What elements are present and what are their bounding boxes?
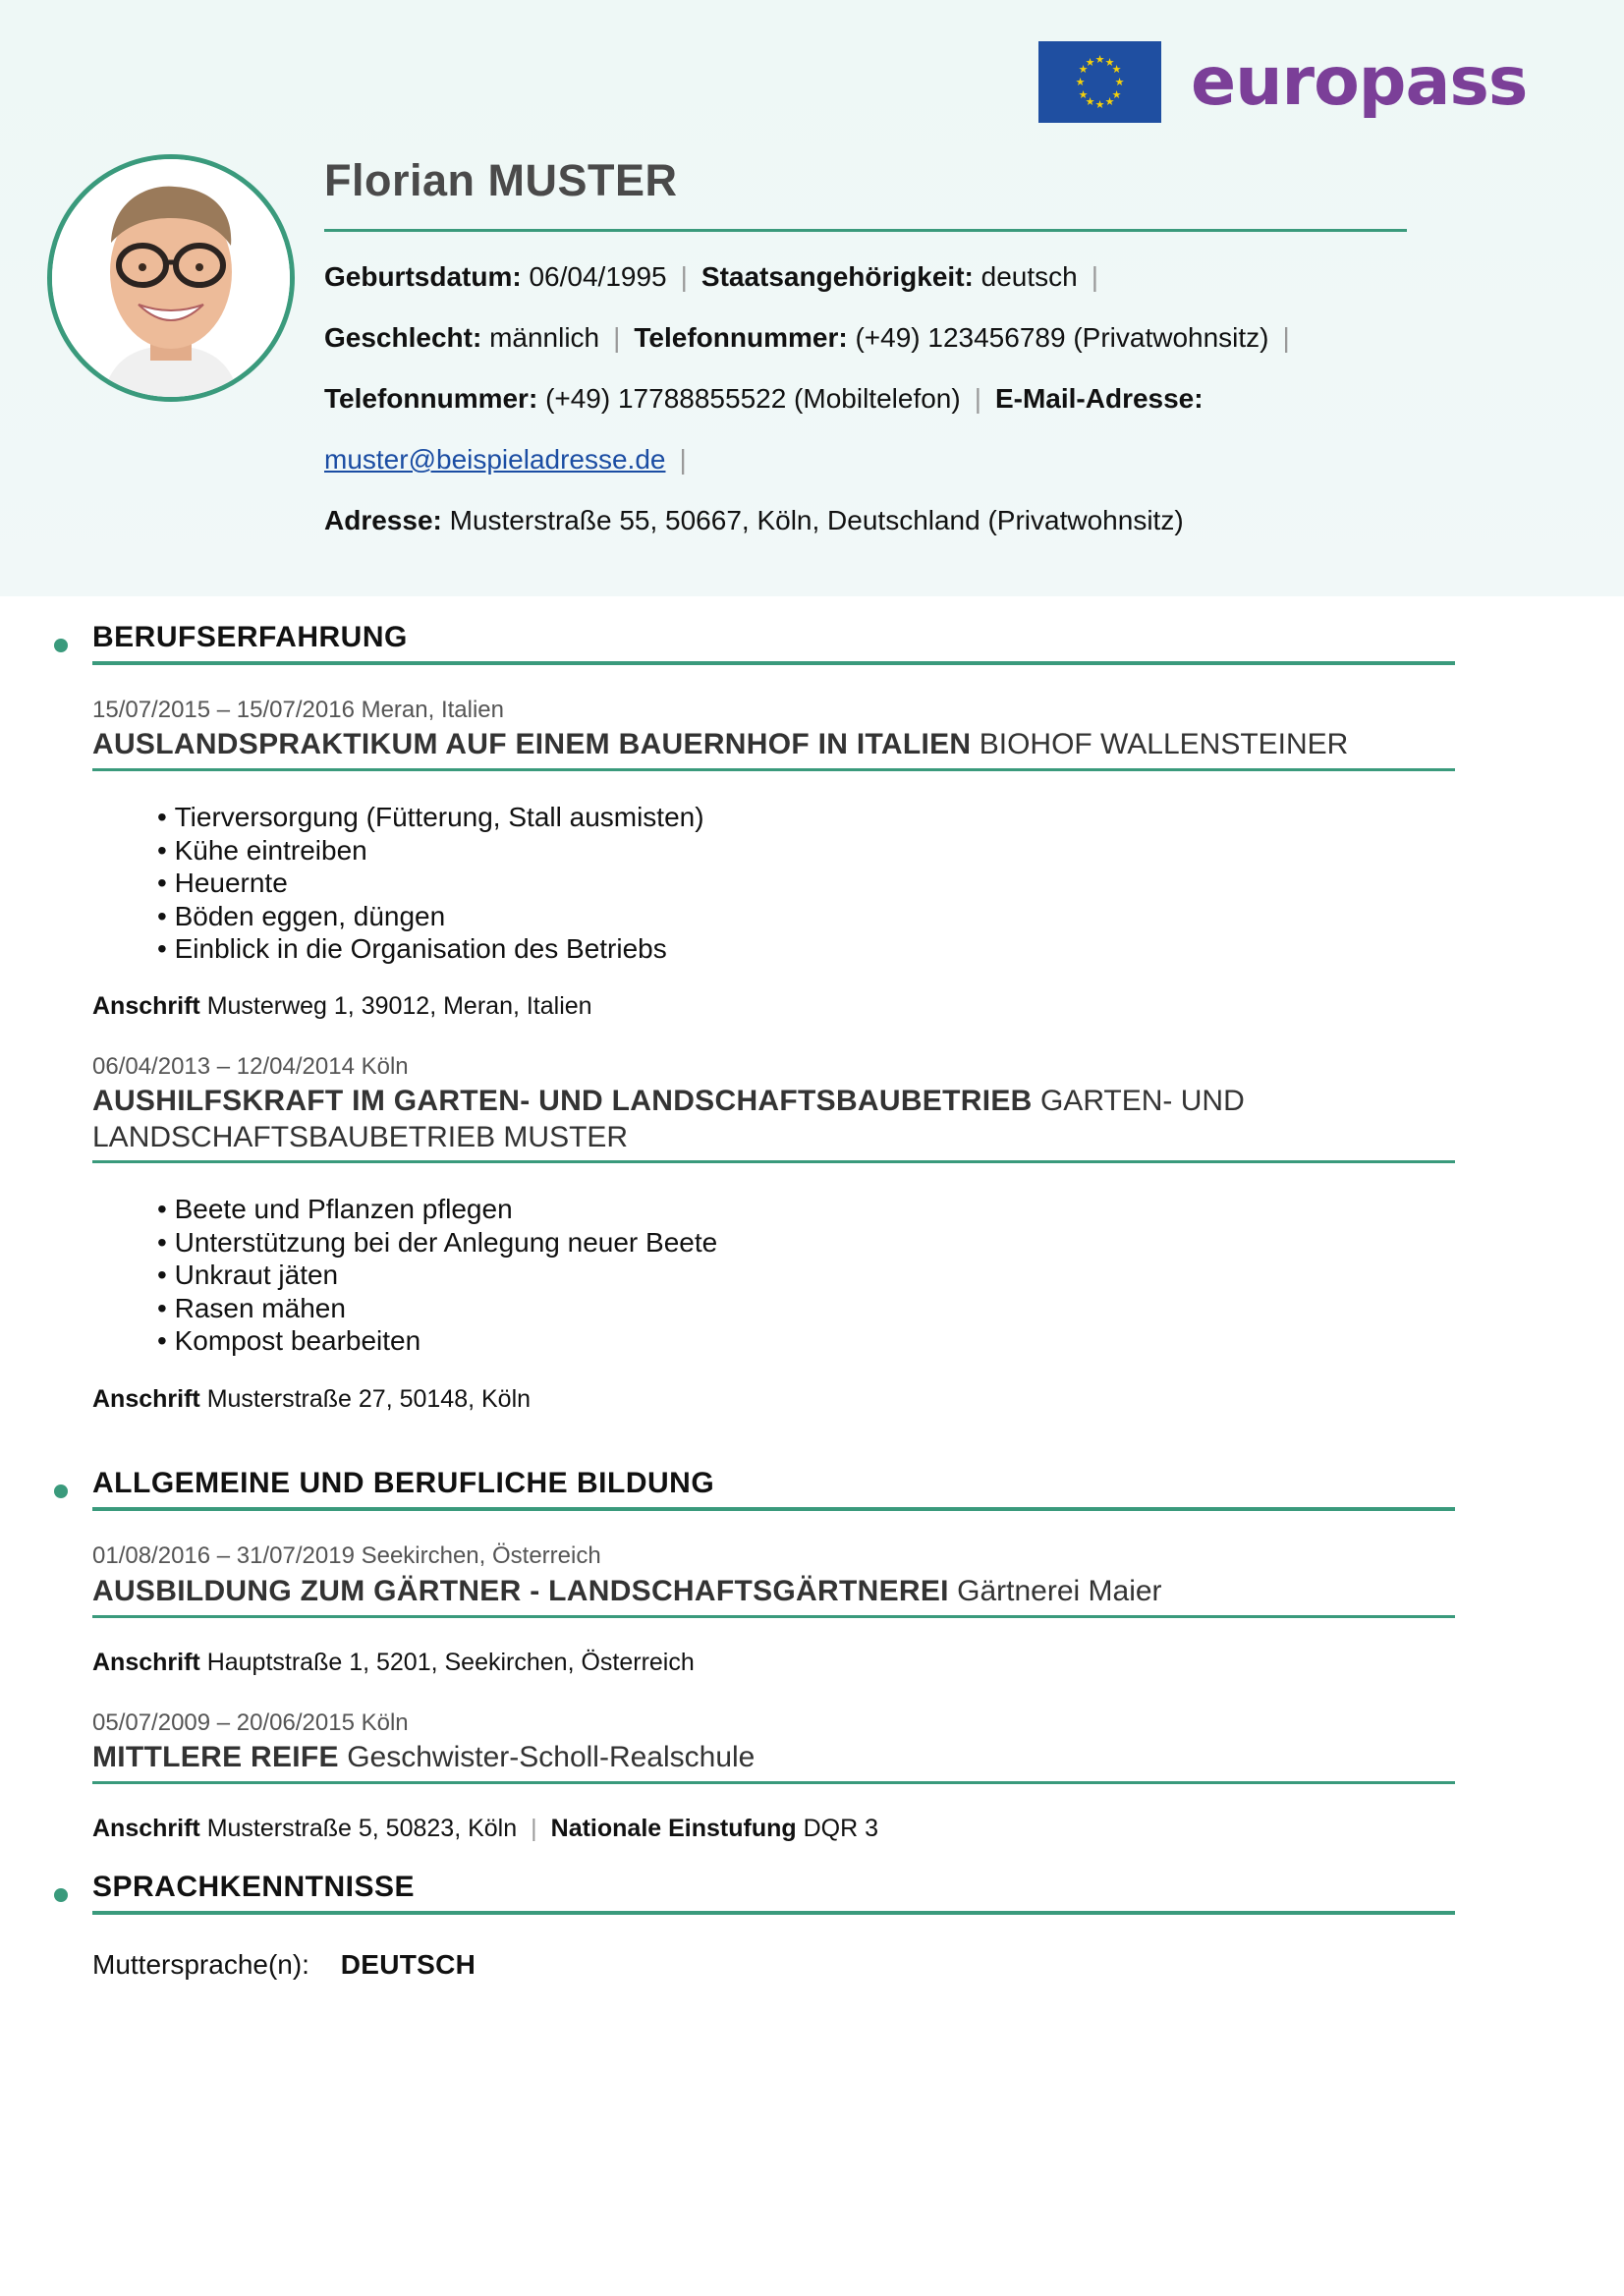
entry-title: [92, 1573, 1370, 1609]
personal-line-2: [324, 320, 1304, 356]
phone-label: Telefonnummer:: [634, 322, 848, 353]
entry-divider: [92, 1781, 1455, 1784]
section-title-languages: SPRACHKENNTNISSE: [92, 1871, 416, 1903]
separator: |: [679, 444, 687, 475]
svg-text:★: ★: [1111, 88, 1122, 101]
address-value: Musterstraße 27, 50148, Köln: [206, 1385, 532, 1413]
nationality-label: Staatsangehörigkeit:: [700, 261, 974, 292]
section-divider: [92, 661, 1455, 665]
svg-text:★: ★: [1085, 95, 1095, 108]
separator: |: [613, 322, 621, 353]
task-list: [157, 801, 704, 966]
address-label: Anschrift: [92, 1385, 200, 1413]
list-item: • Kompost bearbeiten: [157, 1324, 717, 1358]
email-link[interactable]: muster@beispieladresse.de: [324, 444, 666, 475]
entry-address: [92, 992, 592, 1021]
entry-title: [92, 1739, 1370, 1775]
entry-title-employer: BIOHOF WALLENSTEINER: [979, 728, 1349, 760]
entry-title-employer: GARTEN- UND LANDSCHAFTSBAUBETRIEB MUSTER: [92, 1085, 1245, 1153]
phone-label: Telefonnummer:: [324, 383, 538, 414]
list-item: • Böden eggen, düngen: [157, 900, 704, 933]
entry-title-school: Gärtnerei Maier: [957, 1575, 1162, 1607]
personal-line-1: [324, 259, 1112, 295]
mother-tongue-label: Muttersprache(n):: [92, 1949, 309, 1980]
entry-date: 15/07/2015 – 15/07/2016 Meran, Italien: [92, 697, 504, 723]
entry-title-main: AUSHILFSKRAFT IM GARTEN- UND LANDSCHAFTSBAUBETRIEB: [92, 1085, 1033, 1117]
entry-address: [92, 1385, 531, 1414]
address-label: Anschrift: [92, 1649, 200, 1676]
section-dot: [54, 639, 68, 652]
address-label: Anschrift: [92, 992, 200, 1020]
europass-logo: [1038, 41, 1527, 123]
svg-text:★: ★: [1078, 88, 1089, 101]
birth-value: 06/04/1995: [529, 261, 667, 292]
europass-wordmark: europass: [1191, 43, 1528, 121]
mother-tongue-value: DEUTSCH: [340, 1949, 476, 1980]
gender-value: männlich: [489, 322, 600, 353]
list-item: • Rasen mähen: [157, 1292, 717, 1325]
svg-text:★: ★: [1104, 56, 1115, 69]
email-label: E-Mail-Adresse:: [994, 383, 1204, 414]
birth-label: Geburtsdatum:: [324, 261, 522, 292]
entry-title-main: AUSBILDUNG ZUM GÄRTNER - LANDSCHAFTSGÄRTNEREI: [92, 1575, 949, 1607]
entry-date: 06/04/2013 – 12/04/2014 Köln: [92, 1053, 409, 1080]
eu-flag-icon: [1038, 41, 1161, 123]
address-value: Musterstraße 55, 50667, Köln, Deutschland (Privatwohnsitz): [449, 505, 1184, 535]
gender-label: Geschlecht:: [324, 322, 482, 353]
separator: |: [1091, 261, 1098, 292]
section-divider: [92, 1507, 1455, 1511]
separator: |: [531, 1815, 537, 1842]
entry-date: 05/07/2009 – 20/06/2015 Köln: [92, 1709, 409, 1736]
separator: |: [974, 383, 981, 414]
svg-text:★: ★: [1078, 63, 1089, 76]
svg-text:★: ★: [1094, 98, 1105, 111]
name-divider: [324, 229, 1407, 232]
section-divider: [92, 1911, 1455, 1915]
svg-text:★: ★: [1094, 53, 1105, 66]
entry-divider: [92, 1160, 1455, 1163]
phone-home-value: (+49) 123456789 (Privatwohnsitz): [855, 322, 1269, 353]
level-value: DQR 3: [803, 1815, 878, 1842]
task-list: [157, 1193, 717, 1358]
entry-divider: [92, 768, 1455, 771]
profile-photo: [47, 154, 295, 402]
personal-line-5: [324, 503, 1184, 538]
mother-tongue-row: [92, 1949, 476, 1981]
address-value: Hauptstraße 1, 5201, Seekirchen, Österreich: [206, 1649, 695, 1676]
section-dot: [54, 1888, 68, 1902]
svg-text:★: ★: [1085, 56, 1095, 69]
list-item: • Beete und Pflanzen pflegen: [157, 1193, 717, 1226]
svg-text:★: ★: [1075, 76, 1086, 88]
entry-title-school: Geschwister-Scholl-Realschule: [347, 1741, 756, 1773]
entry-address: [92, 1649, 695, 1677]
section-dot: [54, 1484, 68, 1498]
address-label: Adresse:: [324, 505, 442, 535]
separator: |: [1282, 322, 1290, 353]
list-item: • Kühe eintreiben: [157, 834, 704, 868]
svg-text:★: ★: [1104, 95, 1115, 108]
entry-title: [92, 726, 1370, 762]
section-title-education: ALLGEMEINE UND BERUFLICHE BILDUNG: [92, 1467, 715, 1499]
address-label: Anschrift: [92, 1815, 200, 1842]
nationality-value: deutsch: [980, 261, 1078, 292]
list-item: • Tierversorgung (Fütterung, Stall ausmisten): [157, 801, 704, 834]
svg-text:★: ★: [1111, 63, 1122, 76]
entry-title-main: AUSLANDSPRAKTIKUM AUF EINEM BAUERNHOF IN ITALIEN: [92, 728, 972, 760]
entry-title: [92, 1083, 1370, 1155]
list-item: • Unterstützung bei der Anlegung neuer Beete: [157, 1226, 717, 1260]
entry-address: [92, 1815, 878, 1843]
entry-date: 01/08/2016 – 31/07/2019 Seekirchen, Österreich: [92, 1542, 601, 1569]
section-title-work: BERUFSERFAHRUNG: [92, 621, 408, 653]
address-value: Musterweg 1, 39012, Meran, Italien: [206, 992, 592, 1020]
personal-line-3: [324, 381, 1204, 417]
list-item: • Einblick in die Organisation des Betriebs: [157, 932, 704, 966]
separator: |: [680, 261, 688, 292]
person-name: Florian MUSTER: [324, 155, 678, 205]
list-item: • Heuernte: [157, 867, 704, 900]
entry-divider: [92, 1615, 1455, 1618]
address-value: Musterstraße 5, 50823, Köln: [206, 1815, 518, 1842]
list-item: • Unkraut jäten: [157, 1259, 717, 1292]
svg-text:★: ★: [1114, 76, 1125, 88]
personal-line-4: [324, 442, 700, 477]
phone-mobile-value: (+49) 17788855522 (Mobiltelefon): [545, 383, 961, 414]
level-label: Nationale Einstufung: [550, 1815, 797, 1842]
entry-title-main: MITTLERE REIFE: [92, 1741, 339, 1773]
